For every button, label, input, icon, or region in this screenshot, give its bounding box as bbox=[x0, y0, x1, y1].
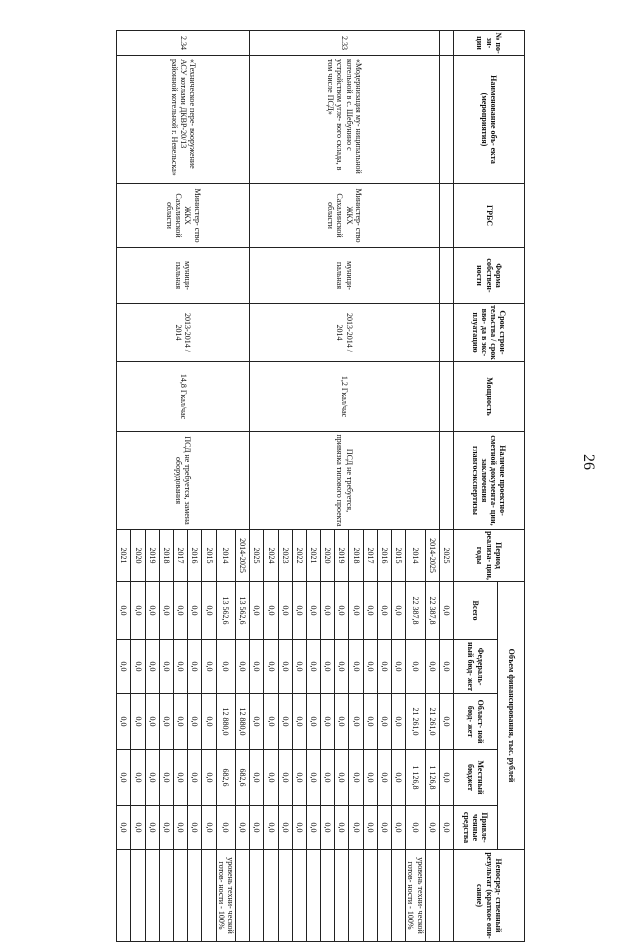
header-regional: Област- ной бюд- жет bbox=[454, 694, 498, 750]
cell-regional: 0,0 bbox=[321, 694, 335, 750]
cell-local: 0,0 bbox=[188, 750, 202, 806]
cell-regional: 12 880,0 bbox=[216, 694, 235, 750]
cell-total: 0,0 bbox=[321, 582, 335, 640]
header-row-1 bbox=[498, 31, 525, 942]
cell-extra: 0,0 bbox=[202, 806, 216, 850]
cell-name: «Модернизация му- ниципальной котельной в с. Шебунино с устройством угле- вого склада, в том числе ПСД» bbox=[250, 56, 440, 184]
cell-regional: 0,0 bbox=[264, 694, 278, 750]
cell-extra: 0,0 bbox=[306, 806, 320, 850]
cell-local: 0,0 bbox=[377, 750, 391, 806]
cell-result: уровень техни- ческой готов- ности - 100% bbox=[216, 850, 235, 942]
cell-total: 0,0 bbox=[439, 582, 453, 640]
cell-federal: 0,0 bbox=[321, 640, 335, 694]
cell-regional: 21 261,0 bbox=[425, 694, 439, 750]
cell-term: 2013-2014 / 2014 bbox=[117, 304, 250, 362]
cell-extra: 0,0 bbox=[250, 806, 264, 850]
cell-federal: 0,0 bbox=[392, 640, 406, 694]
cell-federal: 0,0 bbox=[159, 640, 173, 694]
cell-federal: 0,0 bbox=[439, 640, 453, 694]
cell-extra: 0,0 bbox=[292, 806, 306, 850]
cell-regional: 0,0 bbox=[278, 694, 292, 750]
cell-federal: 0,0 bbox=[174, 640, 188, 694]
table-row bbox=[236, 31, 250, 942]
cell-extra: 0,0 bbox=[264, 806, 278, 850]
cell-federal: 0,0 bbox=[306, 640, 320, 694]
cell-federal: 0,0 bbox=[145, 640, 159, 694]
cell-extra: 0,0 bbox=[174, 806, 188, 850]
cell-period: 2015 bbox=[392, 530, 406, 582]
header-local: Местный бюджет bbox=[454, 750, 498, 806]
cell-result-empty bbox=[425, 850, 439, 942]
cell-federal: 0,0 bbox=[117, 640, 131, 694]
cell-extra: 0,0 bbox=[117, 806, 131, 850]
cell-federal: 0,0 bbox=[216, 640, 235, 694]
cell-regional: 0,0 bbox=[306, 694, 320, 750]
cell-local: 0,0 bbox=[174, 750, 188, 806]
cell-total: 0,0 bbox=[335, 582, 349, 640]
table-body bbox=[117, 31, 454, 942]
cell-total: 0,0 bbox=[250, 582, 264, 640]
cell-total: 0,0 bbox=[377, 582, 391, 640]
cell-period: 2025 bbox=[439, 530, 453, 582]
financing-table bbox=[116, 30, 525, 942]
cell-extra: 0,0 bbox=[439, 806, 453, 850]
cell-local: 0,0 bbox=[278, 750, 292, 806]
cell-grbs: Министер- ство ЖКХ Сахалинской области bbox=[250, 184, 440, 248]
cell-extra: 0,0 bbox=[188, 806, 202, 850]
cell-local: 0,0 bbox=[363, 750, 377, 806]
cell-federal: 0,0 bbox=[425, 640, 439, 694]
cell-period: 2022 bbox=[292, 530, 306, 582]
cell-regional: 0,0 bbox=[131, 694, 145, 750]
cell-local: 682,6 bbox=[236, 750, 250, 806]
cell-local: 0,0 bbox=[349, 750, 363, 806]
cell-period: 2020 bbox=[131, 530, 145, 582]
cell-federal: 0,0 bbox=[202, 640, 216, 694]
cell-regional: 0,0 bbox=[292, 694, 306, 750]
cell-total: 0,0 bbox=[306, 582, 320, 640]
cell-grbs: Министер- ство ЖКХ Сахалинской области bbox=[117, 184, 250, 248]
cell-period: 2014 bbox=[216, 530, 235, 582]
cell-period: 2020 bbox=[321, 530, 335, 582]
cell-extra: 0,0 bbox=[159, 806, 173, 850]
cell-extra: 0,0 bbox=[363, 806, 377, 850]
cell-local: 0,0 bbox=[145, 750, 159, 806]
cell-extra: 0,0 bbox=[406, 806, 425, 850]
cell-period: 2019 bbox=[145, 530, 159, 582]
cell-docs: ПСД не требуется, замена оборудования bbox=[117, 432, 250, 530]
cell-regional: 12 880,0 bbox=[236, 694, 250, 750]
cell-period: 2018 bbox=[159, 530, 173, 582]
cell-regional: 21 261,0 bbox=[406, 694, 425, 750]
cell-federal: 0,0 bbox=[188, 640, 202, 694]
table-row bbox=[439, 31, 453, 942]
cell-total: 0,0 bbox=[363, 582, 377, 640]
cell-federal: 0,0 bbox=[236, 640, 250, 694]
cell-total: 0,0 bbox=[264, 582, 278, 640]
cell-local: 0,0 bbox=[202, 750, 216, 806]
cell-extra: 0,0 bbox=[425, 806, 439, 850]
cell-local: 1 126,8 bbox=[425, 750, 439, 806]
cell-period: 2017 bbox=[363, 530, 377, 582]
cell-period: 2018 bbox=[349, 530, 363, 582]
cell-regional: 0,0 bbox=[363, 694, 377, 750]
cell-local: 682,6 bbox=[216, 750, 235, 806]
header-extra: Привле- ченные средства bbox=[454, 806, 498, 850]
cell-federal: 0,0 bbox=[264, 640, 278, 694]
header-period: Период реализа- ции, годы bbox=[454, 530, 525, 582]
cell-period: 2014-2025 bbox=[425, 530, 439, 582]
cell-period: 2024 bbox=[264, 530, 278, 582]
table-row bbox=[425, 31, 439, 942]
financing-table-wrapper bbox=[40, 30, 525, 939]
header-grbs: ГРБС bbox=[454, 184, 525, 248]
cell-federal: 0,0 bbox=[377, 640, 391, 694]
cell-extra: 0,0 bbox=[335, 806, 349, 850]
header-ownership: Форма собствен- ности bbox=[454, 248, 525, 304]
cell-extra: 0,0 bbox=[236, 806, 250, 850]
cell-federal: 0,0 bbox=[250, 640, 264, 694]
cell-total: 0,0 bbox=[349, 582, 363, 640]
cell-extra: 0,0 bbox=[278, 806, 292, 850]
cell-result: уровень техни- ческой готов- ности - 100% bbox=[406, 850, 425, 942]
cell-local: 0,0 bbox=[131, 750, 145, 806]
header-capacity: Мощность bbox=[454, 362, 525, 432]
cell-regional: 0,0 bbox=[349, 694, 363, 750]
cell-total: 0,0 bbox=[159, 582, 173, 640]
cell-total: 13 562,6 bbox=[216, 582, 235, 640]
cell-local: 0,0 bbox=[439, 750, 453, 806]
cell-total: 0,0 bbox=[392, 582, 406, 640]
cell-total: 0,0 bbox=[131, 582, 145, 640]
cell-docs: ПСД не требуется, привязка типового проекта bbox=[250, 432, 440, 530]
cell-period: 2014-2025 bbox=[236, 530, 250, 582]
cell-ownership: муници- пальная bbox=[117, 248, 250, 304]
cell-regional: 0,0 bbox=[174, 694, 188, 750]
cell-num: 2.34 bbox=[117, 31, 250, 56]
cell-federal: 0,0 bbox=[335, 640, 349, 694]
cell-regional: 0,0 bbox=[335, 694, 349, 750]
cell-total: 0,0 bbox=[292, 582, 306, 640]
cell-period: 2019 bbox=[335, 530, 349, 582]
cell-regional: 0,0 bbox=[145, 694, 159, 750]
cell-total: 13 562,6 bbox=[236, 582, 250, 640]
cell-period: 2021 bbox=[306, 530, 320, 582]
cell-local: 0,0 bbox=[306, 750, 320, 806]
cell-regional: 0,0 bbox=[392, 694, 406, 750]
cell-term: 2013-2014 / 2014 bbox=[250, 304, 440, 362]
cell-local: 0,0 bbox=[321, 750, 335, 806]
cell-total: 0,0 bbox=[202, 582, 216, 640]
cell-federal: 0,0 bbox=[292, 640, 306, 694]
cell-federal: 0,0 bbox=[363, 640, 377, 694]
cell-extra: 0,0 bbox=[131, 806, 145, 850]
cell-total: 0,0 bbox=[278, 582, 292, 640]
cell-extra: 0,0 bbox=[377, 806, 391, 850]
cell-total: 22 387,8 bbox=[425, 582, 439, 640]
cell-total: 0,0 bbox=[117, 582, 131, 640]
header-name: Наименование объ- екта (мероприятия) bbox=[454, 56, 525, 184]
cell-federal: 0,0 bbox=[349, 640, 363, 694]
cell-federal: 0,0 bbox=[278, 640, 292, 694]
cell-extra: 0,0 bbox=[145, 806, 159, 850]
cell-period: 2014 bbox=[406, 530, 425, 582]
cell-ownership: муници- пальная bbox=[250, 248, 440, 304]
page-number: 26 bbox=[580, 454, 597, 470]
cell-local: 1 126,8 bbox=[406, 750, 425, 806]
cell-period: 2016 bbox=[188, 530, 202, 582]
cell-extra: 0,0 bbox=[216, 806, 235, 850]
cell-period: 2021 bbox=[117, 530, 131, 582]
header-result: Непосред- ственный результат (краткое опи- сание) bbox=[454, 850, 525, 942]
cell-total: 22 387,8 bbox=[406, 582, 425, 640]
cell-federal: 0,0 bbox=[131, 640, 145, 694]
cell-period: 2015 bbox=[202, 530, 216, 582]
cell-extra: 0,0 bbox=[321, 806, 335, 850]
header-federal: Федераль- ный бюд- жет bbox=[454, 640, 498, 694]
header-finance-group: Объем финансирования, тыс. рублей bbox=[498, 582, 525, 850]
header-total: Всего bbox=[454, 582, 498, 640]
cell-local: 0,0 bbox=[159, 750, 173, 806]
cell-regional: 0,0 bbox=[202, 694, 216, 750]
cell-total: 0,0 bbox=[188, 582, 202, 640]
cell-regional: 0,0 bbox=[439, 694, 453, 750]
cell-local: 0,0 bbox=[264, 750, 278, 806]
cell-regional: 0,0 bbox=[250, 694, 264, 750]
cell-local: 0,0 bbox=[392, 750, 406, 806]
header-docs: Наличие проектно- сметной документа- ции, заключения главгосэкспертизы bbox=[454, 432, 525, 530]
cell-local: 0,0 bbox=[250, 750, 264, 806]
header-term: Срок строи- тельства / срок вво- да в экс- плуатацию bbox=[454, 304, 525, 362]
cell-regional: 0,0 bbox=[117, 694, 131, 750]
cell-period: 2023 bbox=[278, 530, 292, 582]
cell-total: 0,0 bbox=[174, 582, 188, 640]
cell-period: 2025 bbox=[250, 530, 264, 582]
cell-local: 0,0 bbox=[292, 750, 306, 806]
cell-local: 0,0 bbox=[117, 750, 131, 806]
cell-num: 2.33 bbox=[250, 31, 440, 56]
cell-federal: 0,0 bbox=[406, 640, 425, 694]
cell-extra: 0,0 bbox=[349, 806, 363, 850]
cell-period: 2017 bbox=[174, 530, 188, 582]
cell-name: «Техническое пере- вооружение АСУ котлами ДКВР-20/13 районной котельной г. Невельска» bbox=[117, 56, 250, 184]
cell-regional: 0,0 bbox=[159, 694, 173, 750]
cell-local: 0,0 bbox=[335, 750, 349, 806]
cell-capacity: 1,2 Гкал/час bbox=[250, 362, 440, 432]
cell-regional: 0,0 bbox=[377, 694, 391, 750]
cell-total: 0,0 bbox=[145, 582, 159, 640]
cell-capacity: 14,8 Гкал/час bbox=[117, 362, 250, 432]
cell-period: 2016 bbox=[377, 530, 391, 582]
header-num: № по- зи- ции bbox=[454, 31, 525, 56]
cell-extra: 0,0 bbox=[392, 806, 406, 850]
cell-regional: 0,0 bbox=[188, 694, 202, 750]
